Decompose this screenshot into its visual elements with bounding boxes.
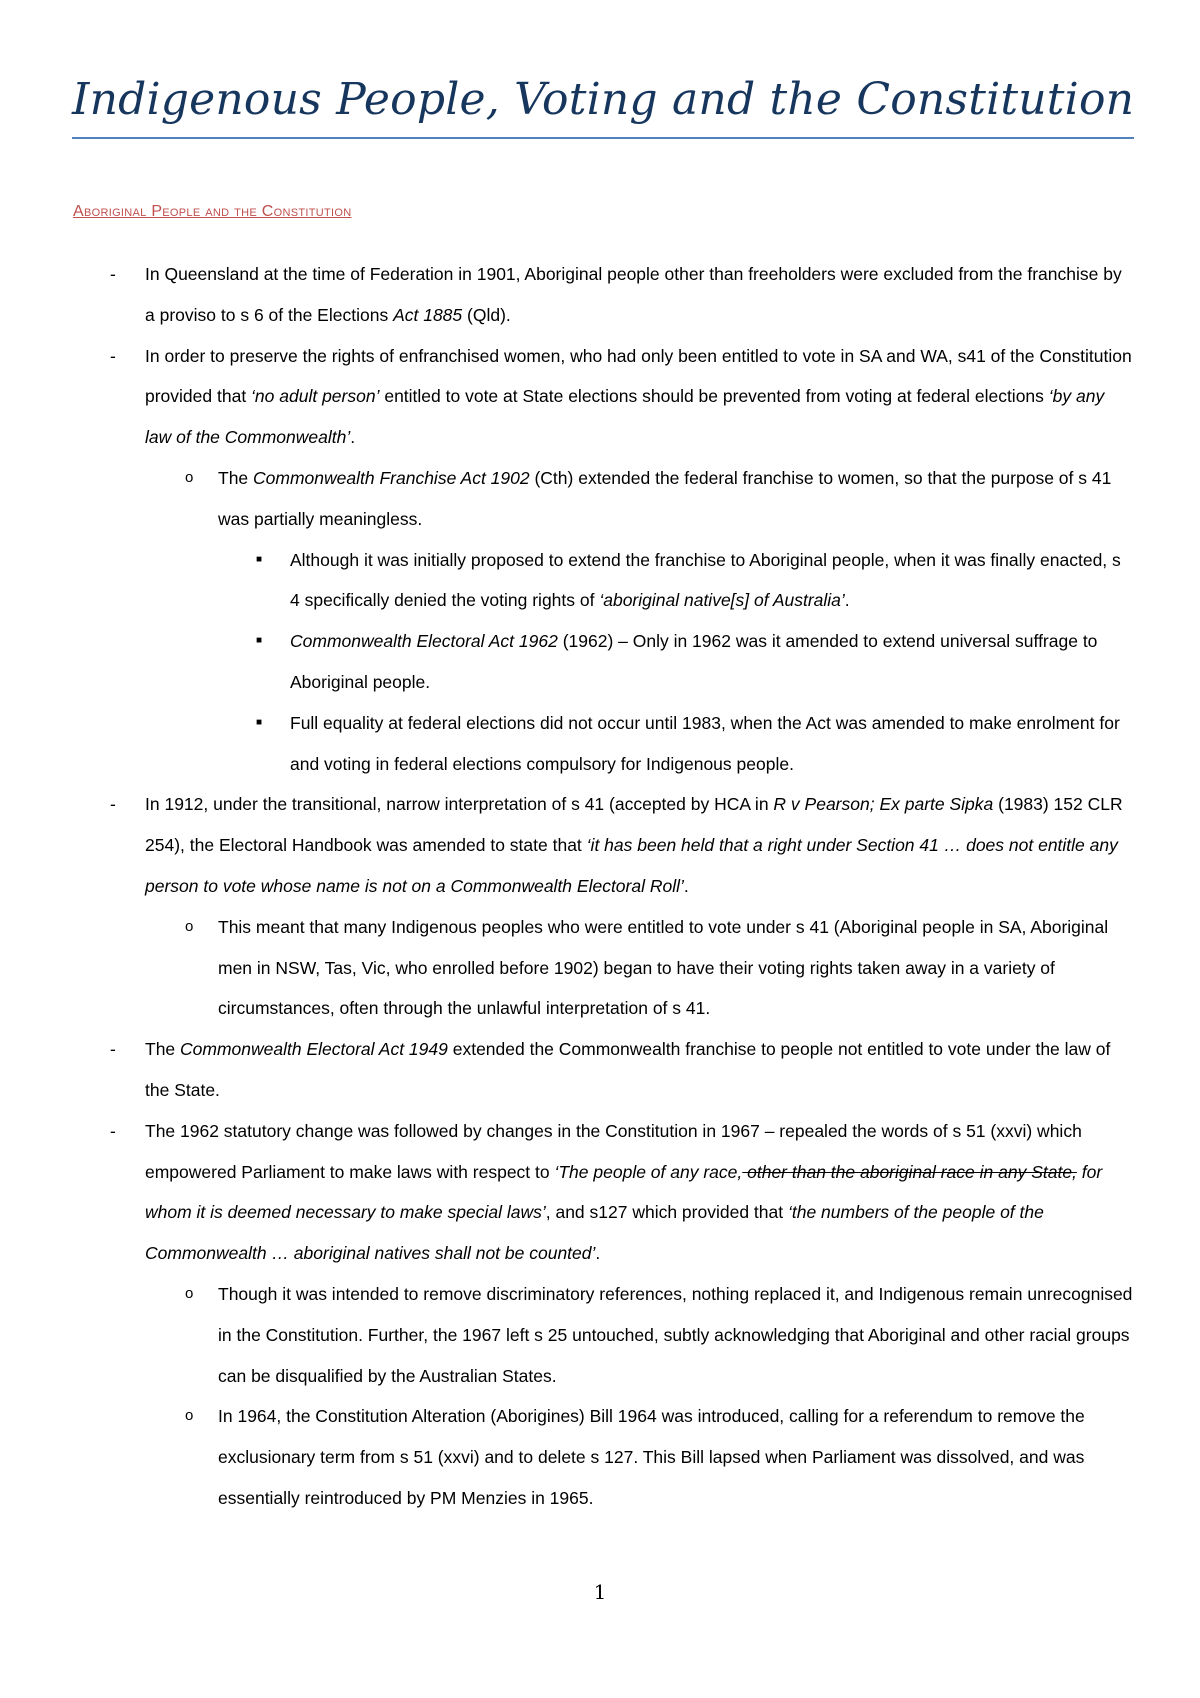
- text-run: Act 1885: [393, 304, 463, 325]
- text-run: .: [683, 875, 689, 896]
- bullet-marker: o: [185, 1407, 194, 1425]
- bullet-item-level-3: [0, 703, 1135, 785]
- text-run: .: [350, 427, 356, 448]
- text-run: In Queensland at the time of Federation in 1901, Aboriginal people other than freeholders were excluded from the franchise by a proviso to s 6 of the Elections: [145, 264, 1122, 325]
- text-run: .: [595, 1243, 601, 1264]
- text-run: (Qld).: [462, 304, 511, 325]
- page-number: 1: [593, 1580, 607, 1604]
- bullet-item-level-2: [0, 1396, 1135, 1518]
- bullet-marker: o: [185, 1284, 194, 1302]
- title-underline: [72, 137, 1134, 139]
- text-run: entitled to vote at State elections should be prevented from voting at federal elections: [379, 386, 1049, 407]
- text-run: other than the aboriginal race in any State,: [742, 1161, 1077, 1182]
- bullet-marker: o: [185, 917, 194, 935]
- text-run: The: [145, 1039, 181, 1060]
- bullet-item-level-1: [0, 336, 1135, 458]
- text-run: This meant that many Indigenous peoples who were entitled to vote under s 41 (Aboriginal people in SA, Aboriginal men in NSW, Tas, Vic, who enrolled before 1902) began to have their voting rights taken away in a variety of circumstances, often through the unlawful interpretation of s 41.: [218, 916, 1109, 1019]
- text-run: The: [218, 467, 254, 488]
- text-run: extended the Commonwealth franchise to people not entitled to vote under the law of the State.: [145, 1039, 1111, 1100]
- bullet-marker: -: [110, 794, 116, 815]
- bullet-marker: o: [185, 468, 194, 486]
- text-run: In order to preserve the rights of enfranchised women, who had only been entitled to vote in SA and WA, s41 of the Constitution provided that: [145, 345, 1132, 407]
- text-run: .: [844, 590, 850, 611]
- document-title: Indigenous People, Voting and the Constitution: [72, 74, 1135, 125]
- text-run: ‘it has been held that a right under Section 41 … does not entitle any person to vote whose name is not on a Commonwealth Electoral Roll’: [145, 835, 1118, 896]
- text-run: ‘no adult person’: [251, 386, 380, 407]
- text-run: ‘The people of any race,: [554, 1161, 743, 1182]
- bullet-marker: ■: [256, 553, 263, 565]
- text-run: (1962) – Only in 1962 was it amended to extend universal suffrage to Aboriginal people.: [290, 631, 1098, 692]
- bullet-marker: -: [110, 1039, 116, 1060]
- bullet-item-level-3: [0, 540, 1135, 622]
- text-run: In 1912, under the transitional, narrow interpretation of s 41 (accepted by HCA in: [145, 794, 774, 815]
- text-run: The 1962 statutory change was followed by changes in the Constitution in 1967 – repealed the words of s 51 (xxvi) which empowered Parliament to make laws with respect to: [145, 1120, 1082, 1182]
- text-run: ‘aboriginal native[s] of Australia’: [599, 590, 845, 611]
- text-run: for whom it is deemed necessary to make special laws’: [145, 1161, 1103, 1223]
- text-run: Though it was intended to remove discriminatory references, nothing replaced it, and Indigenous remain unrecognised in the Constitution. Further, the 1967 left s 25 untouched, subtly acknowledging that Aboriginal and other racial groups can be disqualified by the Australian States.: [218, 1283, 1133, 1386]
- bullet-marker: -: [110, 264, 116, 284]
- bullet-item-level-3: [0, 621, 1135, 703]
- text-run: R v Pearson; Ex parte Sipka: [773, 794, 994, 815]
- text-run: (Cth) extended the federal franchise to women, so that the purpose of s 41 was partially meaningless.: [218, 467, 1112, 529]
- document-body: [0, 254, 1200, 1519]
- text-run: Although it was initially proposed to extend the franchise to Aboriginal people, when it was finally enacted, s 4 specifically denied the voting rights of: [290, 549, 1121, 611]
- bullet-item-level-2: [0, 458, 1135, 540]
- bullet-item-level-1: [0, 254, 1135, 336]
- text-run: ‘by any law of the Commonwealth’: [145, 386, 1105, 448]
- text-run: (1983) 152 CLR 254), the Electoral Handbook was amended to state that: [145, 794, 1123, 856]
- bullet-marker: ■: [256, 635, 263, 647]
- text-run: Commonwealth Franchise Act 1902: [253, 467, 530, 488]
- bullet-marker: -: [110, 1120, 116, 1141]
- text-run: ‘the numbers of the people of the Commonwealth … aboriginal natives shall not be counted’: [145, 1202, 1044, 1264]
- text-run: Full equality at federal elections did not occur until 1983, when the Act was amended to make enrolment for and voting in federal elections compulsory for Indigenous people.: [290, 712, 1120, 774]
- bullet-marker: -: [110, 345, 116, 366]
- bullet-item-level-1: [0, 1111, 1135, 1274]
- text-run: Commonwealth Electoral Act 1949: [180, 1039, 448, 1060]
- text-run: , and s127 which provided that: [545, 1202, 788, 1223]
- bullet-item-level-2: [0, 1274, 1135, 1396]
- text-run: In 1964, the Constitution Alteration (Aborigines) Bill 1964 was introduced, calling for a referendum to remove the exclusionary term from s 51 (xxvi) and to delete s 127. This Bill lapsed when Parliament was dissolved, and was essentially reintroduced by PM Menzies in 1965.: [218, 1406, 1085, 1508]
- bullet-item-level-2: [0, 907, 1135, 1029]
- section-heading: Aboriginal People and the Constitution: [73, 203, 352, 220]
- bullet-marker: ■: [256, 716, 263, 728]
- text-run: Commonwealth Electoral Act 1962: [290, 631, 558, 652]
- bullet-item-level-1: [0, 1029, 1135, 1111]
- bullet-item-level-1: [0, 784, 1135, 906]
